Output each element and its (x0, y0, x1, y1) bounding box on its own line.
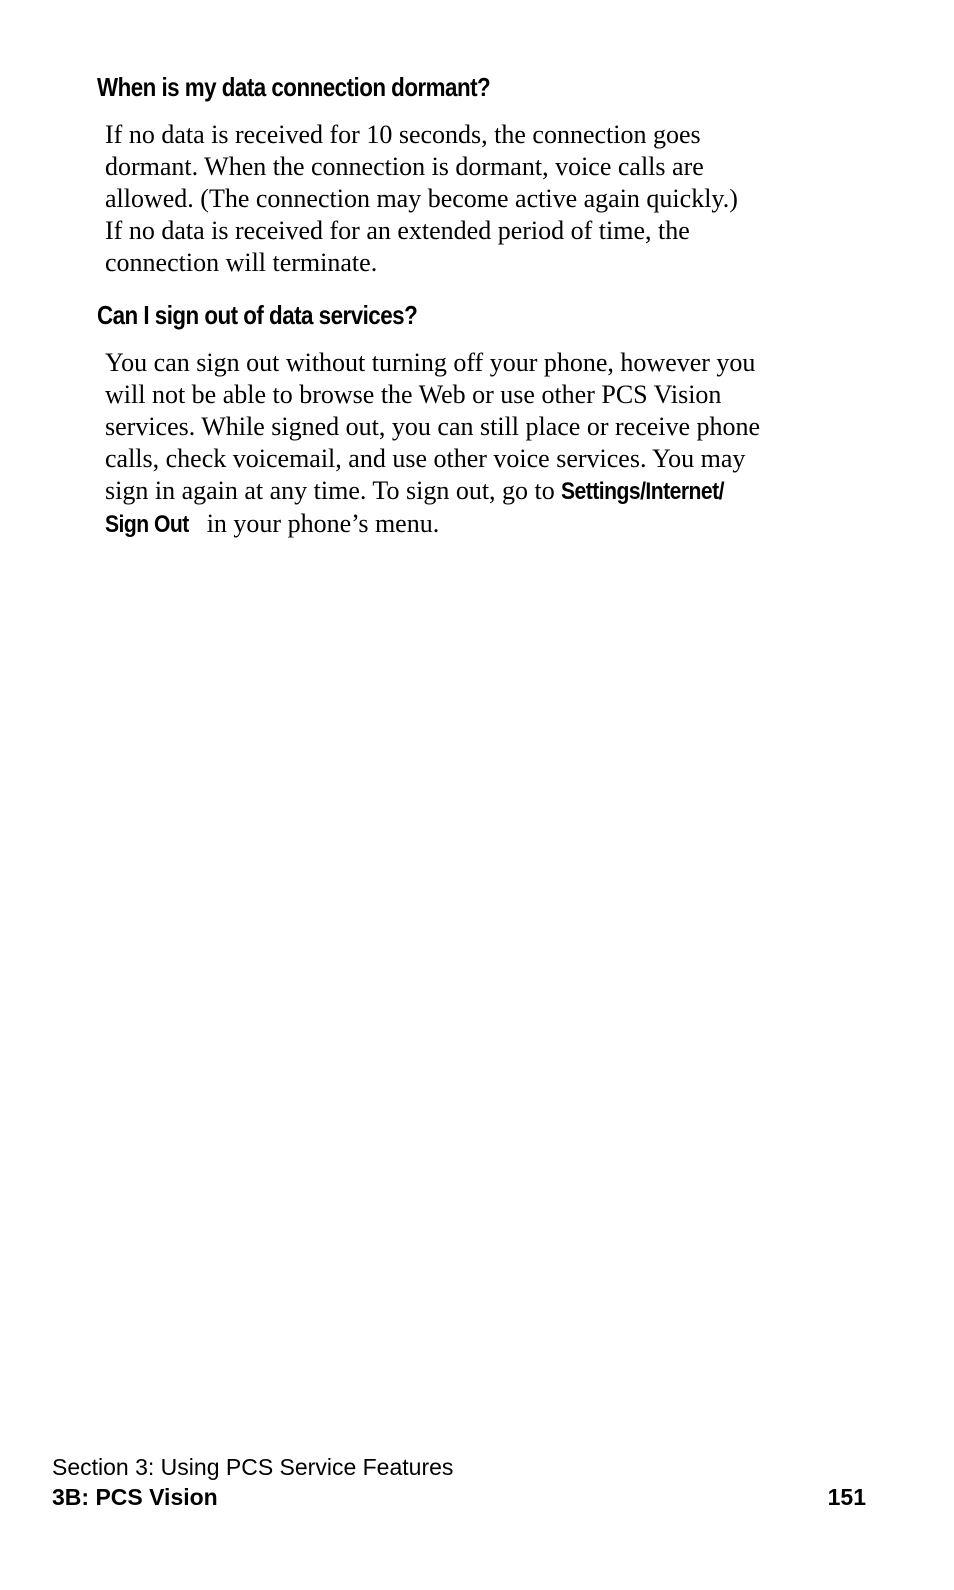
menu-path-settings-internet: Settings/Internet/ (561, 478, 725, 505)
faq-answer-dormant (105, 119, 825, 279)
faq-answer-sign-out (105, 347, 825, 541)
answer-line (105, 475, 825, 508)
answer-line: connection will terminate. (105, 248, 378, 277)
answer-line: services. While signed out, you can still place or receive phone (105, 412, 761, 441)
answer-line: will not be able to browse the Web or use other PCS Vision (105, 380, 722, 409)
answer-text: in your phone’s menu. (200, 509, 440, 538)
faq-heading-sign-out: Can I sign out of data services? (97, 300, 418, 330)
answer-line: If no data is received for 10 seconds, the connection goes (105, 120, 701, 149)
menu-path-sign-out: Sign Out (105, 511, 189, 538)
page-number: 151 (827, 1484, 866, 1510)
answer-text: sign in again at any time. To sign out, go to (105, 476, 562, 505)
answer-line: If no data is received for an extended period of time, the (105, 216, 690, 245)
answer-line: You can sign out without turning off your phone, however you (105, 348, 756, 377)
faq-heading-dormant: When is my data connection dormant? (97, 72, 491, 102)
answer-line (105, 508, 825, 541)
footer-chapter-title: 3B: PCS Vision (52, 1484, 218, 1510)
footer-section-title: Section 3: Using PCS Service Features (52, 1454, 454, 1480)
answer-line: allowed. (The connection may become active again quickly.) (105, 184, 738, 213)
answer-line: calls, check voicemail, and use other voice services. You may (105, 444, 746, 473)
answer-line: dormant. When the connection is dormant, voice calls are (105, 152, 704, 181)
